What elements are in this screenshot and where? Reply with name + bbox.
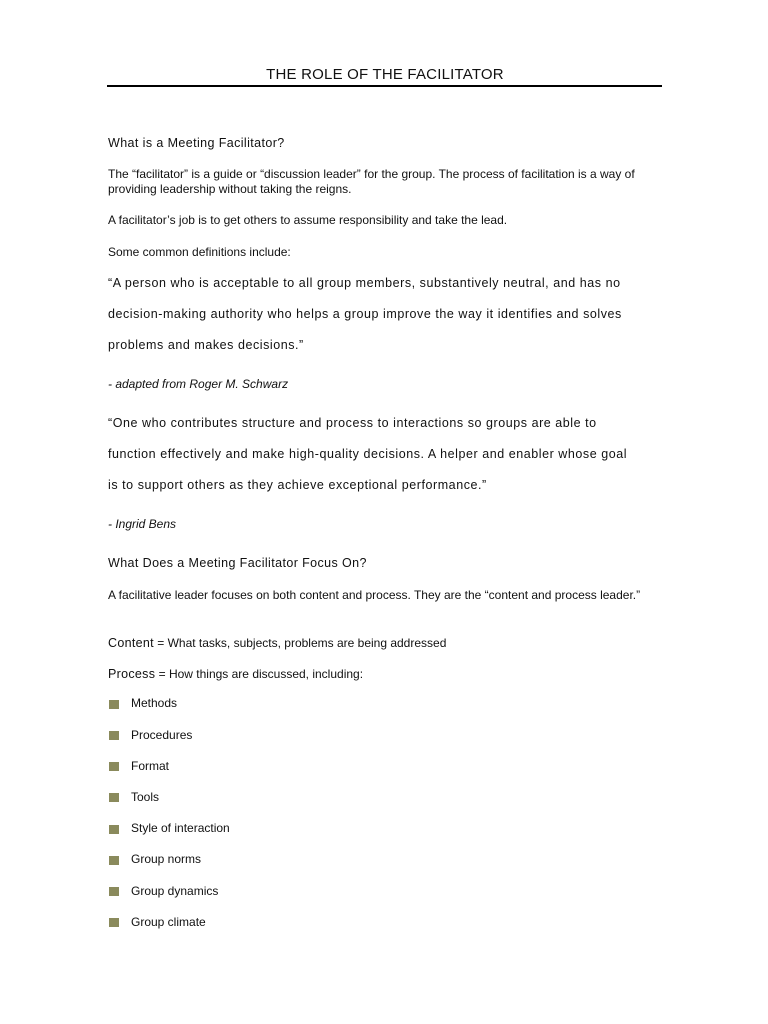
list-item: Group climate	[131, 915, 206, 929]
list-item: Group norms	[131, 852, 202, 866]
content-term: Content	[108, 636, 154, 650]
paragraph-facilitator-job: A facilitator’s job is to get others to assume responsibility and take the lead.	[108, 213, 508, 227]
quote2-line2: function effectively and make high-quality decisions. A helper and enabler whose goal	[108, 447, 628, 461]
square-bullet-icon	[109, 918, 119, 927]
list-item: Group dynamics	[131, 884, 219, 898]
list-item: Methods	[131, 696, 178, 710]
square-bullet-icon	[109, 700, 119, 709]
list-item: Style of interaction	[131, 821, 230, 835]
square-bullet-icon	[109, 731, 119, 740]
quote2-attribution: - Ingrid Bens	[108, 517, 177, 531]
paragraph-content-and-process: A facilitative leader focuses on both content and process. They are the “content and process leader.”	[108, 588, 641, 602]
section-heading-what-is: What is a Meeting Facilitator?	[108, 136, 285, 150]
document-title: THE ROLE OF THE FACILITATOR	[266, 66, 504, 83]
list-item: Procedures	[131, 728, 193, 742]
square-bullet-icon	[109, 762, 119, 771]
quote1-line3: problems and makes decisions.”	[108, 338, 304, 352]
quote1-line1: “A person who is acceptable to all group members, substantively neutral, and has no	[108, 276, 621, 290]
quote1-attribution: - adapted from Roger M. Schwarz	[108, 377, 289, 391]
section-heading-focus: What Does a Meeting Facilitator Focus On?	[108, 556, 367, 570]
square-bullet-icon	[109, 825, 119, 834]
square-bullet-icon	[109, 856, 119, 865]
content-description: = What tasks, subjects, problems are being addressed	[153, 636, 447, 650]
process-term: Process	[108, 667, 156, 681]
title-underline	[107, 85, 662, 87]
content-definition	[108, 634, 446, 652]
quote2-line3: is to support others as they achieve exceptional performance.”	[108, 478, 487, 492]
square-bullet-icon	[109, 793, 119, 802]
process-definition	[108, 665, 363, 683]
list-item: Format	[131, 759, 170, 773]
list-item: Tools	[131, 790, 160, 804]
paragraph-common-definitions: Some common definitions include:	[108, 245, 291, 259]
process-description: = How things are discussed, including:	[155, 667, 364, 681]
square-bullet-icon	[109, 887, 119, 896]
paragraph-facilitator-definition: The “facilitator” is a guide or “discussion leader” for the group. The process of facilitation is a way of providing leadership without taking the reigns.	[108, 167, 635, 196]
quote2-line1: “One who contributes structure and process to interactions so groups are able to	[108, 416, 597, 430]
quote1-line2: decision-making authority who helps a group improve the way it identifies and solves	[108, 307, 622, 321]
